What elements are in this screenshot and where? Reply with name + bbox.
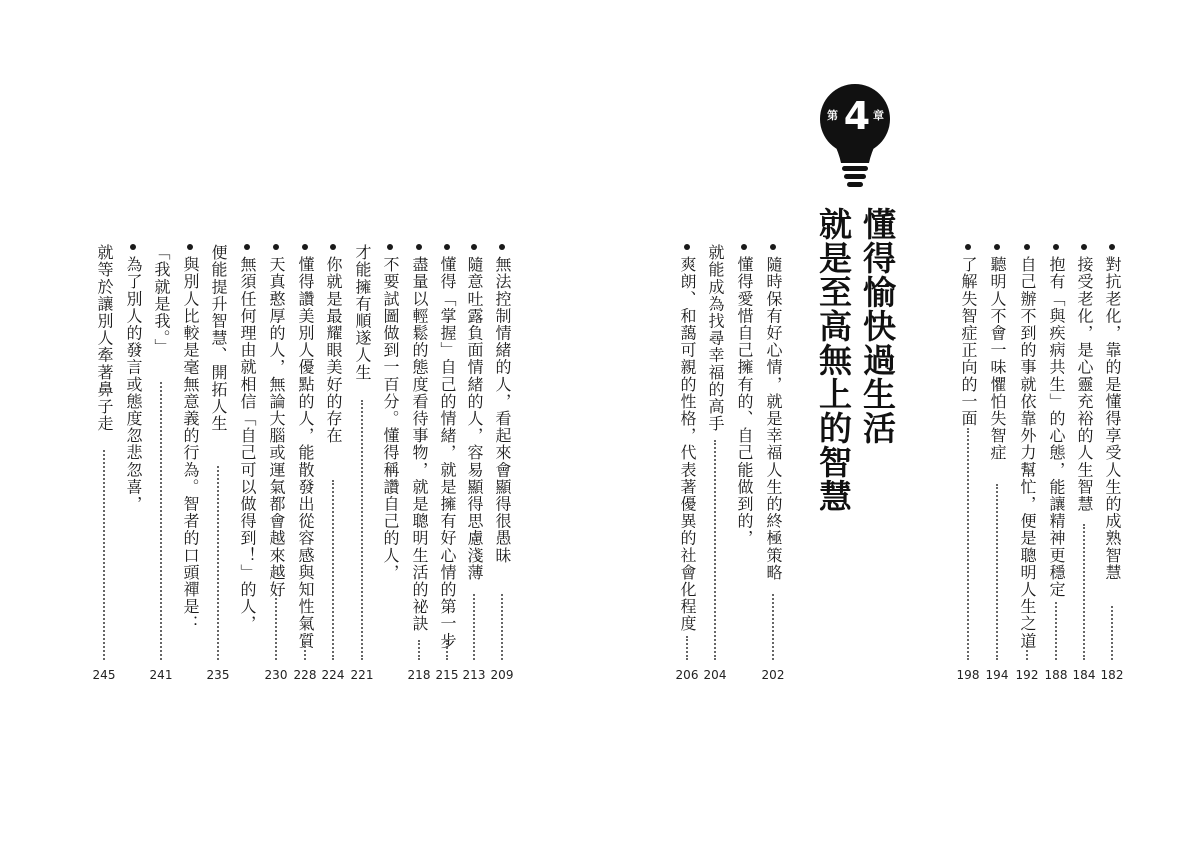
toc-entry-text: 無法控制情緒的人，看起來會顯得很愚昧 — [493, 256, 512, 564]
toc-entry[interactable] — [1046, 244, 1066, 694]
chapter-title-line-2: 就是至高無上的智慧 — [814, 207, 853, 513]
bullet-icon — [444, 244, 450, 250]
toc-page-number: 228 — [293, 668, 317, 682]
toc-page-number: 194 — [985, 668, 1009, 682]
bullet-icon — [965, 244, 971, 250]
bullet-icon — [302, 244, 308, 250]
toc-entry[interactable] — [323, 244, 343, 694]
toc-entry[interactable] — [958, 244, 978, 694]
toc-entry-text: 了解失智症正向的一面 — [959, 256, 978, 427]
toc-entry-text: 為了別人的發言或態度忽悲忽喜， — [124, 256, 143, 513]
bullet-icon — [1109, 244, 1115, 250]
toc-entry-text: 才能擁有順遂人生 — [353, 244, 372, 381]
toc-entry[interactable] — [1102, 244, 1122, 694]
toc-entry-text: 不要試圖做到一百分。懂得稱讚自己的人， — [381, 256, 400, 581]
toc-page-number: 188 — [1044, 668, 1068, 682]
leader-dots — [772, 594, 774, 660]
leader-dots — [361, 400, 363, 660]
toc-page-number: 230 — [264, 668, 288, 682]
leader-dots — [446, 640, 448, 660]
leader-dots — [686, 636, 688, 660]
toc-entry[interactable] — [380, 244, 400, 694]
toc-entry[interactable] — [705, 244, 725, 694]
toc-entry[interactable] — [464, 244, 484, 694]
bullet-icon — [187, 244, 193, 250]
toc-entry[interactable] — [123, 244, 143, 694]
leader-dots — [1026, 642, 1028, 660]
toc-entry-text: 隨意吐露負面情緒的人，容易顯得思慮淺薄 — [465, 256, 484, 581]
toc-page-number: 215 — [435, 668, 459, 682]
toc-entry-text: 你就是最耀眼美好的存在 — [324, 256, 343, 445]
leader-dots — [1055, 602, 1057, 660]
toc-page-number: 235 — [206, 668, 230, 682]
toc-page-number: 184 — [1072, 668, 1096, 682]
toc-entry-text: 盡量以輕鬆的態度看待事物，就是聰明生活的祕訣 — [410, 256, 429, 633]
toc-entry[interactable] — [492, 244, 512, 694]
toc-entry[interactable] — [1017, 244, 1037, 694]
leader-dots — [996, 484, 998, 660]
bullet-icon — [330, 244, 336, 250]
toc-entry[interactable] — [677, 244, 697, 694]
bullet-icon — [387, 244, 393, 250]
toc-page-number: 202 — [761, 668, 785, 682]
chapter-title-line-1: 懂得愉快過生活 — [858, 207, 897, 445]
leader-dots — [967, 428, 969, 660]
toc-entry[interactable] — [437, 244, 457, 694]
toc-entry-text: 懂得愛惜自己擁有的、自己能做到的， — [735, 256, 754, 547]
toc-entry-text: 就等於讓別人牽著鼻子走 — [95, 244, 114, 433]
toc-page-number: 221 — [350, 668, 374, 682]
toc-entry[interactable] — [734, 244, 754, 694]
toc-page-number: 182 — [1100, 668, 1124, 682]
toc-entry[interactable] — [763, 244, 783, 694]
bullet-icon — [1081, 244, 1087, 250]
toc-page-number: 206 — [675, 668, 699, 682]
bullet-icon — [471, 244, 477, 250]
chapter-suffix: 章 — [873, 109, 884, 122]
leader-dots — [1111, 606, 1113, 660]
toc-entry-text: 與別人比較是毫無意義的行為。智者的口頭禪是： — [181, 256, 200, 633]
toc-entry-text: 爽朗、和藹可親的性格，代表著優異的社會化程度 — [678, 256, 697, 633]
toc-entry[interactable] — [208, 244, 228, 694]
leader-dots — [160, 382, 162, 660]
bullet-icon — [416, 244, 422, 250]
toc-entry-text: 抱有「與疾病共生」的心態，能讓精神更穩定 — [1047, 256, 1066, 598]
bullet-icon — [770, 244, 776, 250]
toc-entry-text: 聽明人不會一味懼怕失智症 — [988, 256, 1007, 462]
bullet-icon — [994, 244, 1000, 250]
toc-entry[interactable] — [409, 244, 429, 694]
toc-page-number: 213 — [462, 668, 486, 682]
bullet-icon — [684, 244, 690, 250]
toc-entry-text: 懂得「掌握」自己的情緒，就是擁有好心情的第一步 — [438, 256, 457, 650]
toc-entry-text: 就能成為找尋幸福的高手 — [706, 244, 725, 433]
bullet-icon — [741, 244, 747, 250]
toc-entry[interactable] — [1074, 244, 1094, 694]
toc-entry-text: 對抗老化，靠的是懂得享受人生的成熟智慧 — [1103, 256, 1122, 581]
toc-page-number: 192 — [1015, 668, 1039, 682]
leader-dots — [103, 450, 105, 660]
bullet-icon — [130, 244, 136, 250]
leader-dots — [217, 466, 219, 660]
toc-page-number: 224 — [321, 668, 345, 682]
toc-entry[interactable] — [295, 244, 315, 694]
toc-entry[interactable] — [94, 244, 114, 694]
toc-entry[interactable] — [987, 244, 1007, 694]
toc-entry-text: 天真憨厚的人，無論大腦或運氣都會越來越好 — [267, 256, 286, 598]
toc-entry-text: 接受老化，是心靈充裕的人生智慧 — [1075, 256, 1094, 513]
toc-page-number: 245 — [92, 668, 116, 682]
toc-page-number: 204 — [703, 668, 727, 682]
leader-dots — [714, 440, 716, 660]
toc-entry[interactable] — [352, 244, 372, 694]
bullet-icon — [273, 244, 279, 250]
leader-dots — [332, 480, 334, 660]
toc-entry-text: 便能提升智慧、開拓人生 — [209, 244, 228, 433]
leader-dots — [1083, 524, 1085, 660]
leader-dots — [501, 594, 503, 660]
bullet-icon — [244, 244, 250, 250]
toc-page-number: 218 — [407, 668, 431, 682]
toc-entry[interactable] — [266, 244, 286, 694]
leader-dots — [275, 594, 277, 660]
chapter-prefix: 第 — [827, 109, 838, 122]
toc-entry-text: 懂得讚美別人優點的人，能散發出從容感與知性氣質 — [296, 256, 315, 650]
toc-entry-text: 隨時保有好心情，就是幸福人生的終極策略 — [764, 256, 783, 581]
leader-dots — [418, 640, 420, 660]
leader-dots — [473, 594, 475, 660]
toc-entry[interactable] — [151, 244, 171, 694]
toc-entry[interactable] — [180, 244, 200, 694]
toc-entry-text: 無須任何理由就相信「自己可以做得到！」的人， — [238, 256, 257, 633]
chapter-number: 4 — [843, 94, 871, 138]
bullet-icon — [499, 244, 505, 250]
toc-page-number: 209 — [490, 668, 514, 682]
toc-page-number: 241 — [149, 668, 173, 682]
chapter-badge — [815, 83, 895, 191]
leader-dots — [304, 642, 306, 660]
toc-entry[interactable] — [237, 244, 257, 694]
bullet-icon — [1024, 244, 1030, 250]
bullet-icon — [1053, 244, 1059, 250]
toc-entry-text: 自己辦不到的事就依靠外力幫忙，便是聰明人生之道 — [1018, 256, 1037, 650]
toc-entry-text: 「我就是我。」 — [152, 244, 171, 356]
toc-page-number: 198 — [956, 668, 980, 682]
